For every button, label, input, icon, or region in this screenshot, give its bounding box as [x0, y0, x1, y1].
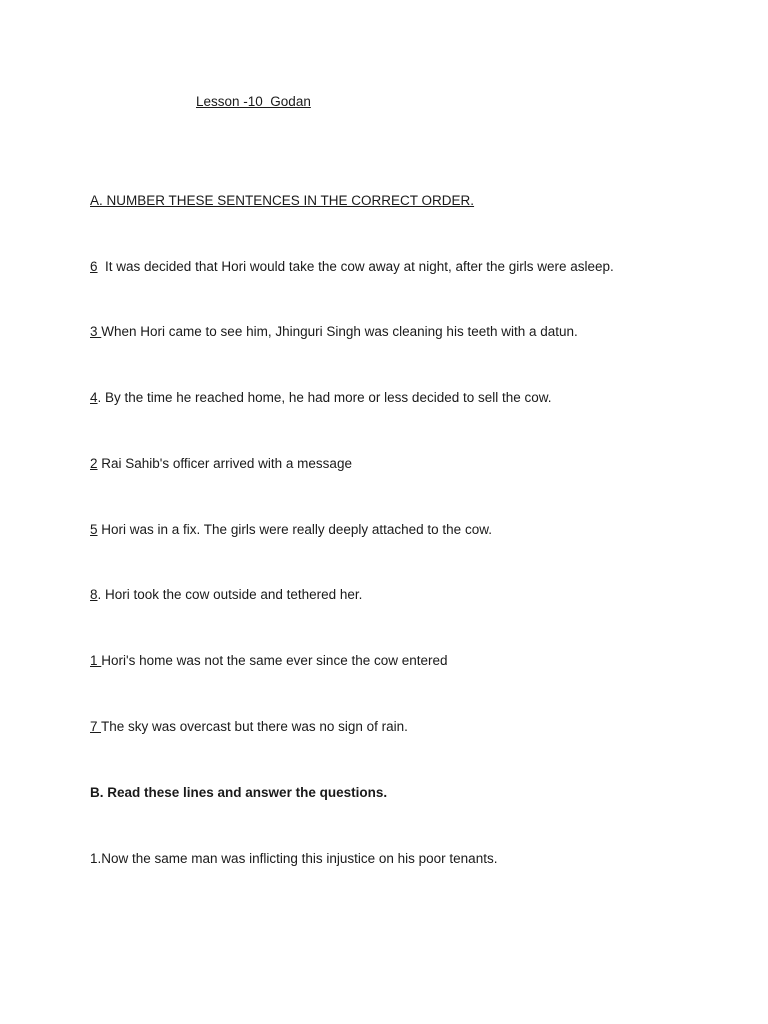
sentence-text: The sky was overcast but there was no sign of rain.	[101, 719, 408, 734]
list-item	[90, 323, 578, 341]
lesson-title-text: Lesson -10 Godan	[196, 94, 311, 109]
list-item	[90, 521, 492, 539]
order-number: 8	[90, 587, 98, 602]
list-item	[90, 258, 614, 276]
list-item	[90, 718, 408, 736]
section-b-heading: B. Read these lines and answer the questions.	[90, 785, 388, 800]
list-item	[90, 455, 352, 473]
order-number: 7	[90, 719, 102, 734]
list-item	[90, 586, 362, 604]
list-item	[90, 652, 448, 670]
order-number: 6	[90, 259, 98, 274]
sentence-text: It was decided that Hori would take the cow away at night, after the girls were asleep.	[97, 259, 614, 274]
sentence-text: Hori was in a fix. The girls were really deeply attached to the cow.	[97, 522, 492, 537]
sentence-text: . By the time he reached home, he had more or less decided to sell the cow.	[97, 390, 552, 405]
sentence-text: When Hori came to see him, Jhinguri Singh was cleaning his teeth with a datun.	[101, 324, 578, 339]
lesson-title	[90, 93, 311, 111]
section-a-heading: A. NUMBER THESE SENTENCES IN THE CORRECT ORDER.	[90, 193, 475, 208]
sentence-text: . Hori took the cow outside and tethered her.	[97, 587, 363, 602]
order-number: 4	[90, 390, 98, 405]
order-number: 5	[90, 522, 98, 537]
order-number: 2	[90, 456, 98, 471]
order-number: 3	[90, 324, 102, 339]
list-item	[90, 389, 552, 407]
order-number: 1	[90, 653, 102, 668]
sentence-text: Hori's home was not the same ever since the cow entered	[101, 653, 448, 668]
question-text: 1.Now the same man was inflicting this injustice on his poor tenants.	[90, 851, 498, 866]
sentence-text: Rai Sahib's officer arrived with a message	[97, 456, 352, 471]
